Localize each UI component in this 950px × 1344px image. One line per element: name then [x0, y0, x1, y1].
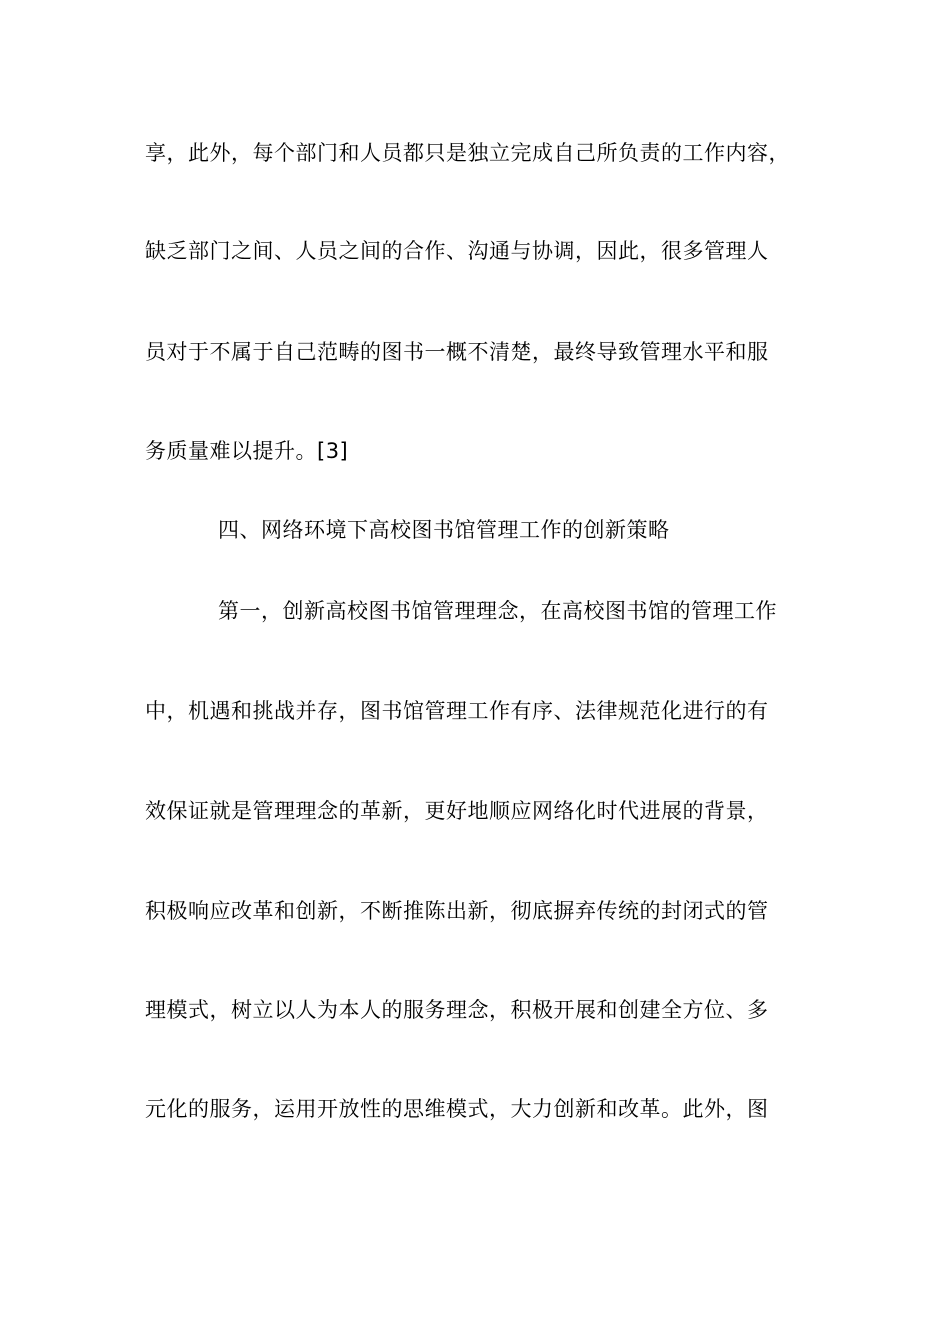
paragraph-line: 中，机遇和挑战并存，图书馆管理工作有序、法律规范化进行的有 [145, 699, 769, 723]
paragraph-line: 积极响应改革和创新，不断推陈出新，彻底摒弃传统的封闭式的管 [145, 899, 769, 923]
paragraph-line: 第一，创新高校图书馆管理理念，在高校图书馆的管理工作 [218, 599, 777, 623]
paragraph-line: 效保证就是管理理念的革新，更好地顺应网络化时代进展的背景， [145, 799, 769, 823]
paragraph-line: 务质量难以提升。[3] [145, 439, 349, 463]
section-heading: 四、网络环境下高校图书馆管理工作的创新策略 [218, 518, 670, 542]
paragraph-line: 缺乏部门之间、人员之间的合作、沟通与协调，因此，很多管理人 [145, 239, 769, 263]
paragraph-line: 员对于不属于自己范畴的图书一概不清楚，最终导致管理水平和服 [145, 340, 769, 364]
paragraph-line: 享，此外，每个部门和人员都只是独立完成自己所负责的工作内容， [145, 141, 790, 165]
paragraph-line: 元化的服务，运用开放性的思维模式，大力创新和改革。此外，图 [145, 1097, 769, 1121]
paragraph-line: 理模式，树立以人为本人的服务理念，积极开展和创建全方位、多 [145, 998, 769, 1022]
